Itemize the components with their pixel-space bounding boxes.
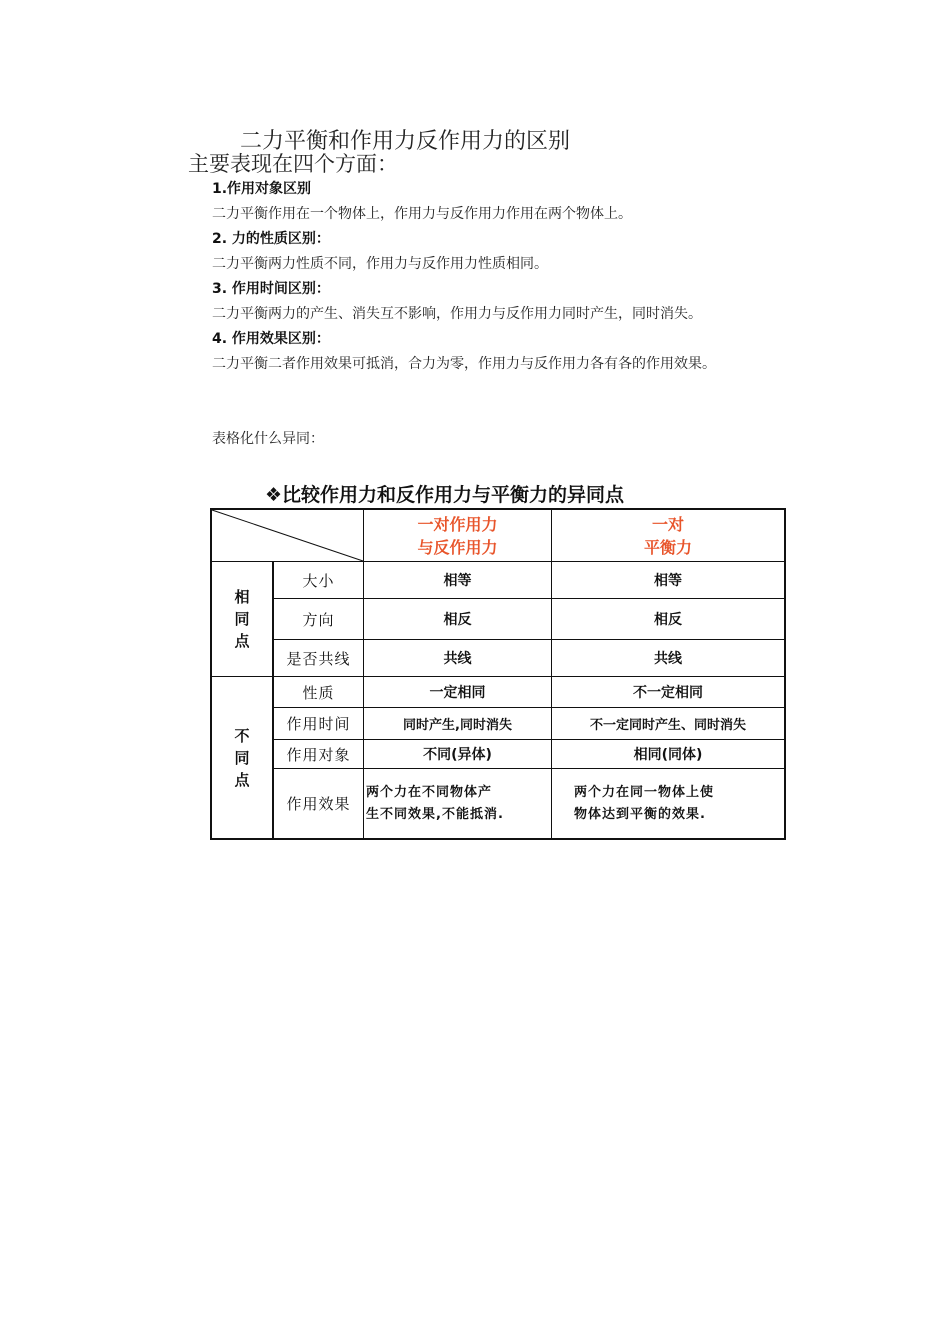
cell-time-action: 同时产生,同时消失 <box>403 718 512 733</box>
row-label-time: 作用时间 <box>286 715 351 733</box>
cell-direction-balanced: 相反 <box>654 612 682 628</box>
cell-collinear-balanced: 共线 <box>654 651 682 667</box>
section-text-3: 二力平衡两力的产生、消失互不影响，作用力与反作用力同时产生，同时消失。 <box>212 306 702 322</box>
cell-effect-action-line1: 两个力在不同物体产 <box>366 784 493 800</box>
col-header-balanced-forces-line1: 一对 <box>651 514 684 534</box>
cell-effect-action-line2: 生不同效果,不能抵消. <box>366 806 504 822</box>
group-label-diff <box>212 677 272 838</box>
group-same-char-1: 相 <box>234 588 250 606</box>
section-heading-3: 3. 作用时间区别： <box>212 281 330 297</box>
cell-nature-balanced: 不一定相同 <box>633 685 703 701</box>
col-header-balanced-forces-line2: 平衡力 <box>643 537 692 557</box>
header-diagonal <box>210 508 364 562</box>
row-label-collinear: 是否共线 <box>286 649 351 668</box>
col-header-action-reaction-line2: 与反作用力 <box>417 537 498 557</box>
row-label-magnitude: 大小 <box>302 571 335 590</box>
cell-effect-balanced <box>574 769 784 838</box>
row-label-effect: 作用效果 <box>286 795 351 813</box>
cell-magnitude-action: 相等 <box>443 573 472 589</box>
group-diff-char-1: 不 <box>234 726 250 745</box>
cell-magnitude-balanced: 相等 <box>654 573 682 589</box>
section-text-4: 二力平衡二者作用效果可抵消，合力为零，作用力与反作用力各有各的作用效果。 <box>212 356 716 372</box>
group-diff-char-2: 同 <box>234 748 250 767</box>
table-note: 表格化什么异同： <box>212 431 324 447</box>
section-text-1: 二力平衡作用在一个物体上，作用力与反作用力作用在两个物体上。 <box>212 206 632 222</box>
col-header-balanced-forces <box>552 510 784 561</box>
group-same-char-2: 同 <box>234 610 250 628</box>
document-title: 二力平衡和作用力反作用力的区别 <box>240 129 571 154</box>
cell-effect-balanced-line2: 物体达到平衡的效果. <box>574 806 706 822</box>
row-label-nature: 性质 <box>302 683 335 702</box>
section-heading-1: 1.作用对象区别 <box>212 181 312 197</box>
group-same-char-3: 点 <box>234 632 250 650</box>
row-label-object: 作用对象 <box>286 745 351 764</box>
comparison-title: ❖比较作用力和反作用力与平衡力的异同点 <box>265 484 625 506</box>
cell-collinear-action: 共线 <box>443 651 472 667</box>
section-heading-4: 4. 作用效果区别： <box>212 331 330 347</box>
col-header-action-reaction-line1: 一对作用力 <box>417 514 498 534</box>
col-header-action-reaction <box>364 510 551 561</box>
cell-effect-balanced-line1: 两个力在同一物体上使 <box>574 784 715 800</box>
cell-time-balanced: 不一定同时产生、同时消失 <box>589 718 746 733</box>
group-diff-char-3: 点 <box>234 770 250 789</box>
comparison-table <box>210 508 786 840</box>
group-label-same <box>212 562 272 676</box>
cell-direction-action: 相反 <box>443 612 472 628</box>
section-heading-2: 2. 力的性质区别： <box>212 231 330 247</box>
cell-object-action: 不同(异体) <box>423 747 492 763</box>
cell-nature-action: 一定相同 <box>429 685 486 701</box>
document-subtitle: 主要表现在四个方面： <box>188 152 398 176</box>
cell-object-balanced: 相同(同体) <box>633 747 703 763</box>
cell-effect-action <box>366 769 551 838</box>
row-label-direction: 方向 <box>302 610 335 629</box>
section-text-2: 二力平衡两力性质不同，作用力与反作用力性质相同。 <box>212 256 548 272</box>
